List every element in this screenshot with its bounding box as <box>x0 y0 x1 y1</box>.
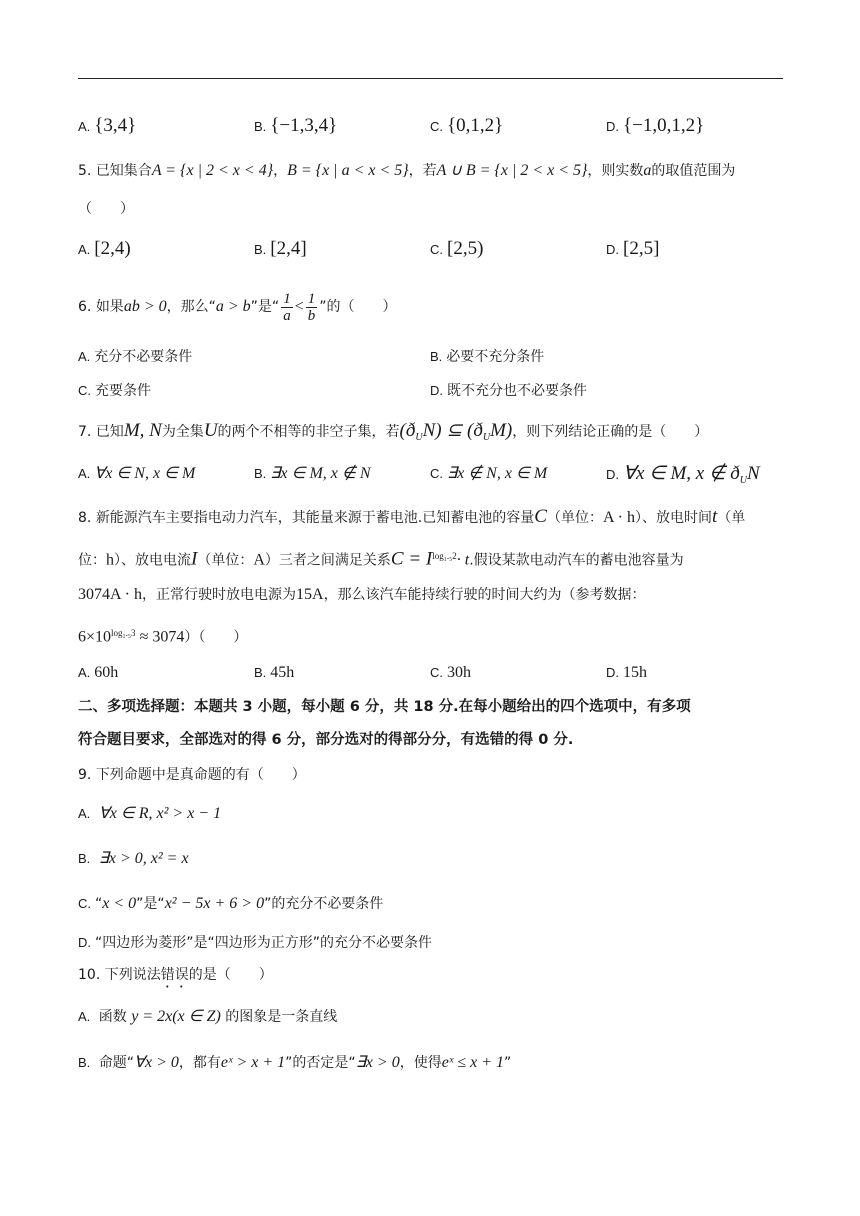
fraction-1-over-b: $\frac{1}{b}$ <box>307 290 316 324</box>
q4-option-a[interactable]: A. {3,4} <box>78 115 137 136</box>
q8-option-d[interactable]: D. 15h <box>606 664 647 681</box>
q8-line-2: 位：h）、放电电流I（单位：A）三者之间满足关系$C = I^{log_1._52}\cdot t$.假设某款电动汽车的蓄电池容量为 <box>78 548 684 570</box>
q9-option-b[interactable]: B. ∃x > 0, x² = x <box>78 850 189 867</box>
q5-stem: 5. 已知集合A = {x | 2 < x < 4}，B = {x | a < x < 5}，若A ∪ B = {x | 2 < x < 5}，则实数a的取值范围为 <box>78 162 736 179</box>
q8-line-4: $6\times 10^{log_1._53} \approx 3074$）（ ） <box>78 628 248 646</box>
q4-option-b[interactable]: B. {−1,3,4} <box>254 115 338 136</box>
q5-paren: （ ） <box>78 201 134 217</box>
q10-option-a[interactable]: A. 函数 y = 2x(x ∈ Z) 的图象是一条直线 <box>78 1008 338 1025</box>
q9-option-c[interactable]: C. “x < 0”是“x² − 5x + 6 > 0”的充分不必要条件 <box>78 895 384 912</box>
q6-stem: 6. 如果ab > 0，那么“a > b”是“ $\frac{1}{a}$ < $\frac{1}{b}$ ”的（ ） <box>78 290 397 324</box>
q7-stem: 7. 已知M, N为全集U的两个不相等的非空子集，若$(ð_UN)$ ⊆ $(ð_UM)$，则下列结论正确的是（ ） <box>78 420 709 443</box>
q8-line-1: 8. 新能源汽车主要指电动力汽车，其能量来源于蓄电池.已知蓄电池的容量C（单位：A · h）、放电时间t（单 <box>78 506 746 527</box>
q9-option-d[interactable]: D. “四边形为菱形”是“四边形为正方形”的充分不必要条件 <box>78 935 433 951</box>
q10-stem: 10. 下列说法错误的是（ ） <box>78 967 273 983</box>
q6-option-d[interactable]: D. 既不充分也不必要条件 <box>430 383 587 399</box>
q8-option-b[interactable]: B. 45h <box>254 664 295 681</box>
section-2-heading-line-1: 二、多项选择题：本题共 3 小题，每小题 6 分，共 18 分.在每小题给出的四个选项中，有多项 <box>78 699 691 715</box>
q5-option-b[interactable]: B. [2,4] <box>254 238 307 259</box>
q7-option-b[interactable]: B. ∃x ∈ M, x ∉ N <box>254 465 371 482</box>
q6-option-b[interactable]: B. 必要不充分条件 <box>430 349 545 365</box>
q8-option-c[interactable]: C. 30h <box>430 664 471 681</box>
q8-line-3: 3074A · h，正常行驶时放电电源为15A，那么该汽车能持续行驶的时间大约为（参考数据： <box>78 586 646 603</box>
q6-option-a[interactable]: A. 充分不必要条件 <box>78 349 193 365</box>
q5-option-d[interactable]: D. [2,5] <box>606 238 660 259</box>
q6-option-c[interactable]: C. 充要条件 <box>78 383 151 399</box>
q7-option-a[interactable]: A. ∀x ∈ N, x ∈ M <box>78 465 196 482</box>
q4-option-c[interactable]: C. {0,1,2} <box>430 115 504 136</box>
q7-option-c[interactable]: C. ∃x ∉ N, x ∈ M <box>430 465 548 482</box>
q9-option-a[interactable]: A. ∀x ∈ R, x² > x − 1 <box>78 805 222 822</box>
emphasis-wrong: 错误 <box>160 967 189 983</box>
q5-option-a[interactable]: A. [2,4) <box>78 238 131 259</box>
q8-option-a[interactable]: A. 60h <box>78 664 119 681</box>
q10-option-b[interactable]: B. 命题“∀x > 0，都有eˣ > x + 1”的否定是“∃x > 0，使得eˣ ≤ x + 1” <box>78 1054 512 1071</box>
q5-option-c[interactable]: C. [2,5) <box>430 238 484 259</box>
q9-stem: 9. 下列命题中是真命题的有（ ） <box>78 767 306 783</box>
fraction-1-over-a: $\frac{1}{a}$ <box>283 290 291 324</box>
q4-option-d[interactable]: D. {−1,0,1,2} <box>606 115 705 136</box>
section-2-heading-line-2: 符合题目要求，全部选对的得 6 分，部分选对的得部分分，有选错的得 0 分. <box>78 732 574 748</box>
header-rule <box>78 78 783 79</box>
q7-option-d[interactable]: D. ∀x ∈ M, x ∉ $ð_UN$ <box>606 463 760 486</box>
